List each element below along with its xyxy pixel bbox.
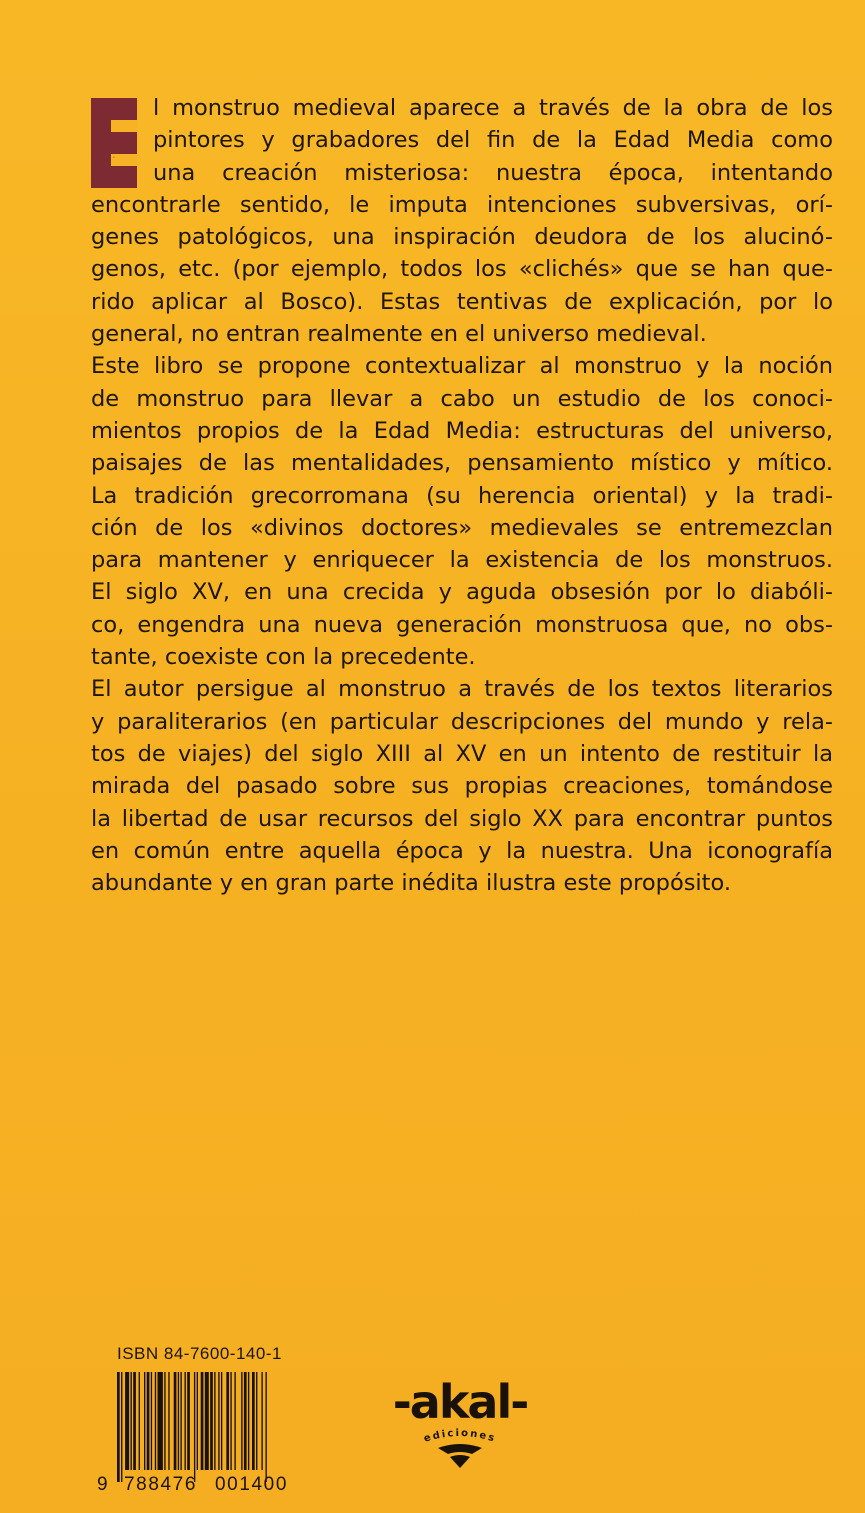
barcode-bar xyxy=(168,1372,169,1470)
barcode-bar xyxy=(266,1372,267,1482)
barcode-bar xyxy=(133,1372,136,1470)
blurb-line-2: pintores y grabadores del fin de la Edad Media como xyxy=(153,127,833,154)
barcode-bar xyxy=(147,1372,150,1470)
blurb-line-11: mientos propios de la Edad Media: estructuras del universo, xyxy=(91,417,833,444)
barcode-bar xyxy=(139,1372,140,1470)
barcode-bar xyxy=(241,1372,242,1470)
barcode-bar xyxy=(185,1372,186,1470)
blurb-line-15: para mantener y enriquecer la existencia de los monstruos. xyxy=(91,547,833,574)
barcode-bar xyxy=(201,1372,204,1470)
barcode-bar xyxy=(155,1372,156,1470)
barcode-bar xyxy=(131,1372,132,1470)
blurb-line-19: El autor persigue al monstruo a través de los textos literarios xyxy=(91,676,833,703)
barcode-bar xyxy=(234,1372,235,1470)
barcode-bar xyxy=(261,1372,262,1470)
blurb-line-5: genes patológicos, una inspiración deudora de los alucinó- xyxy=(91,224,833,251)
dropcap-letter xyxy=(91,98,137,188)
akal-logo xyxy=(390,1360,530,1480)
blurb-line-17: co, engendra una nueva generación monstruosa que, no obs- xyxy=(91,611,833,638)
blurb-line-4: encontrarle sentido, le imputa intenciones subversivas, orí- xyxy=(91,191,833,218)
blurb-line-3: una creación misteriosa: nuestra época, intentando xyxy=(153,159,833,186)
barcode-bar xyxy=(230,1372,231,1470)
blurb-line-23: la libertad de usar recursos del siglo XX para encontrar puntos xyxy=(91,805,833,832)
ean-left-digits: 788476 xyxy=(124,1474,198,1495)
barcode-bar xyxy=(174,1372,177,1470)
logo-mark-top xyxy=(438,1444,482,1454)
blurb-line-16: El siglo XV, en una crecida y aguda obsesión por lo diabóli- xyxy=(91,579,833,606)
barcode-bar xyxy=(194,1372,195,1482)
barcode-bar xyxy=(151,1372,152,1470)
blurb-line-13: La tradición grecorromana (su herencia oriental) y la tradi- xyxy=(91,482,833,509)
barcode-bar xyxy=(218,1372,219,1470)
dropcap-glyph xyxy=(91,98,137,188)
barcode-icon xyxy=(115,1372,315,1482)
blurb-text xyxy=(91,92,833,899)
barcode-bar xyxy=(226,1372,229,1470)
barcode-bar xyxy=(197,1372,198,1470)
barcode-bar xyxy=(125,1372,129,1470)
blurb-line-18: tante, coexiste con la precedente. xyxy=(91,644,476,671)
barcode-bar xyxy=(205,1372,209,1470)
blurb-line-21: tos de viajes) del siglo XIII al XV en un intento de restituir la xyxy=(91,740,833,767)
barcode-bar xyxy=(221,1372,222,1470)
blurb-line-1: l monstruo medieval aparece a través de la obra de los xyxy=(153,95,833,121)
barcode-bar xyxy=(158,1372,163,1470)
blurb-line-7: rido aplicar al Bosco). Estas tentivas de explicación, por lo xyxy=(91,288,833,315)
blurb-line-22: mirada del pasado sobre sus propias creaciones, tomándose xyxy=(91,773,833,800)
logo-mark-bottom xyxy=(450,1455,470,1468)
barcode-bar xyxy=(144,1372,145,1470)
blurb-line-25: abundante y en gran parte inédita ilustra este propósito. xyxy=(91,870,732,897)
barcode-bar xyxy=(256,1372,257,1470)
blurb-line-6: genos, etc. (por ejemplo, todos los «clichés» que se han que- xyxy=(91,256,833,283)
blurb-line-9: Este libro se propone contextualizar al monstruo y la noción xyxy=(91,353,833,380)
blurb-line-24: en común entre aquella época y la nuestra. Una iconografía xyxy=(91,837,833,864)
barcode-bar xyxy=(210,1372,213,1470)
dropcap-text: E xyxy=(113,157,115,159)
blurb-line-12: paisajes de las mentalidades, pensamiento místico y mítico. xyxy=(91,450,833,477)
barcode-bar xyxy=(164,1372,165,1470)
barcode-bar xyxy=(117,1372,120,1482)
barcode-bar xyxy=(214,1372,215,1470)
barcode-bar xyxy=(252,1372,255,1470)
barcode-bar xyxy=(180,1372,181,1470)
barcode-bar xyxy=(244,1372,247,1470)
logo-text: -akal- xyxy=(392,1375,528,1429)
barcode-bar xyxy=(121,1372,122,1482)
blurb-line-10: de monstruo para llevar a cabo un estudio de los conoci- xyxy=(91,385,833,412)
logo-subtext xyxy=(423,1428,498,1445)
ean-right-digits: 001400 xyxy=(215,1474,289,1495)
blurb-line-14: ción de los «divinos doctores» medievales se entremezclan xyxy=(91,514,833,541)
barcode-bar xyxy=(187,1372,190,1470)
logo-subtext-path: ediciones xyxy=(422,1427,498,1445)
isbn-label: ISBN 84-7600-140-1 xyxy=(117,1344,282,1363)
barcode-bar xyxy=(178,1372,179,1470)
ean-prefix: 9 xyxy=(97,1474,108,1495)
blurb-line-20: y paraliterarios (en particular descripciones del mundo y rela- xyxy=(91,708,833,735)
blurb-line-8: general, no entran realmente en el universo medieval. xyxy=(91,321,707,348)
barcode-bar xyxy=(248,1372,249,1470)
